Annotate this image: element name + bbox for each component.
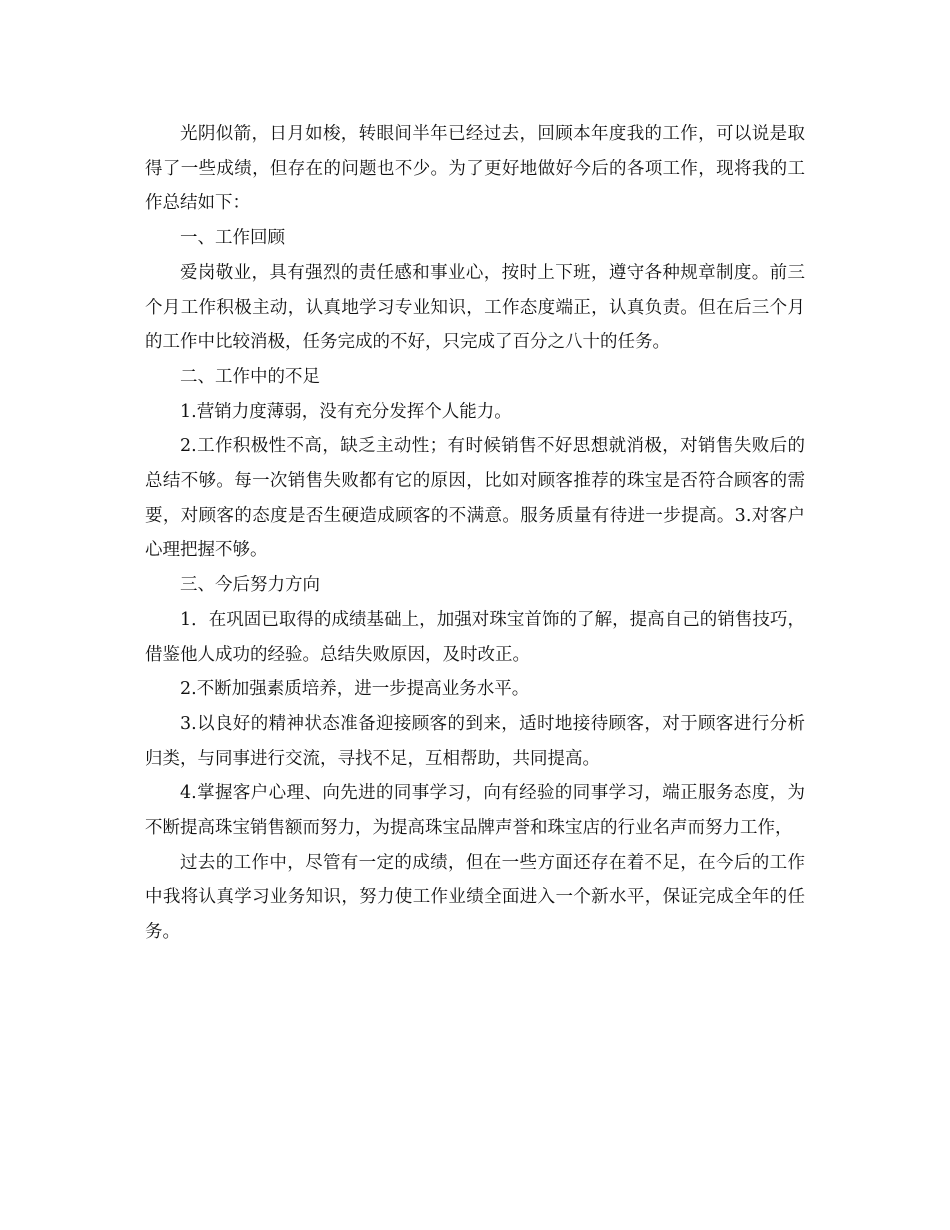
direction-item-4: 4.掌握客户心理、向先进的同事学习，向有经验的同事学习，端正服务态度，为不断提高珠宝销售额而努力，为提高珠宝品牌声誉和珠宝店的行业名声而努力工作， [145, 783, 805, 839]
review-paragraph: 爱岗敬业，具有强烈的责任感和事业心，按时上下班，遵守各种规章制度。前三个月工作积极主动，认真地学习专业知识，工作态度端正，认真负责。但在后三个月的工作中比较消极，任务完成的不好，只完成了百分之八十的任务。 [145, 262, 805, 353]
section-heading-direction: 三、今后努力方向 [180, 575, 320, 596]
direction-item-3: 3.以良好的精神状态准备迎接顾客的到来，适时地接待顾客，对于顾客进行分析归类，与同事进行交流，寻找不足，互相帮助，共同提高。 [145, 713, 805, 769]
document-page [145, 117, 805, 950]
direction-item-1: 1．在巩固已取得的成绩基础上，加强对珠宝首饰的了解，提高自己的销售技巧，借鉴他人成功的经验。总结失败原因，及时改正。 [145, 609, 805, 665]
intro-paragraph: 光阴似箭，日月如梭，转眼间半年已经过去，回顾本年度我的工作，可以说是取得了一些成绩，但存在的问题也不少。为了更好地做好今后的各项工作，现将我的工作总结如下： [145, 124, 805, 214]
shortcoming-item-1: 1.营销力度薄弱，没有充分发挥个人能力。 [180, 401, 512, 422]
section-heading-shortcomings: 二、工作中的不足 [180, 366, 320, 387]
closing-paragraph: 过去的工作中，尽管有一定的成绩，但在一些方面还存在着不足，在今后的工作中我将认真学习业务知识，努力使工作业绩全面进入一个新水平，保证完成全年的任务。 [145, 852, 805, 943]
direction-item-2: 2.不断加强素质培养，进一步提高业务水平。 [180, 679, 530, 700]
section-heading-review: 一、工作回顾 [180, 228, 285, 249]
shortcoming-item-2: 2.工作积极性不高，缺乏主动性；有时候销售不好思想就消极，对销售失败后的总结不够。每一次销售失败都有它的原因，比如对顾客推荐的珠宝是否符合顾客的需要，对顾客的态度是否生硬造成顾客的不满意。服务质量有待进一步提高。3.对客户心理把握不够。 [145, 436, 805, 561]
